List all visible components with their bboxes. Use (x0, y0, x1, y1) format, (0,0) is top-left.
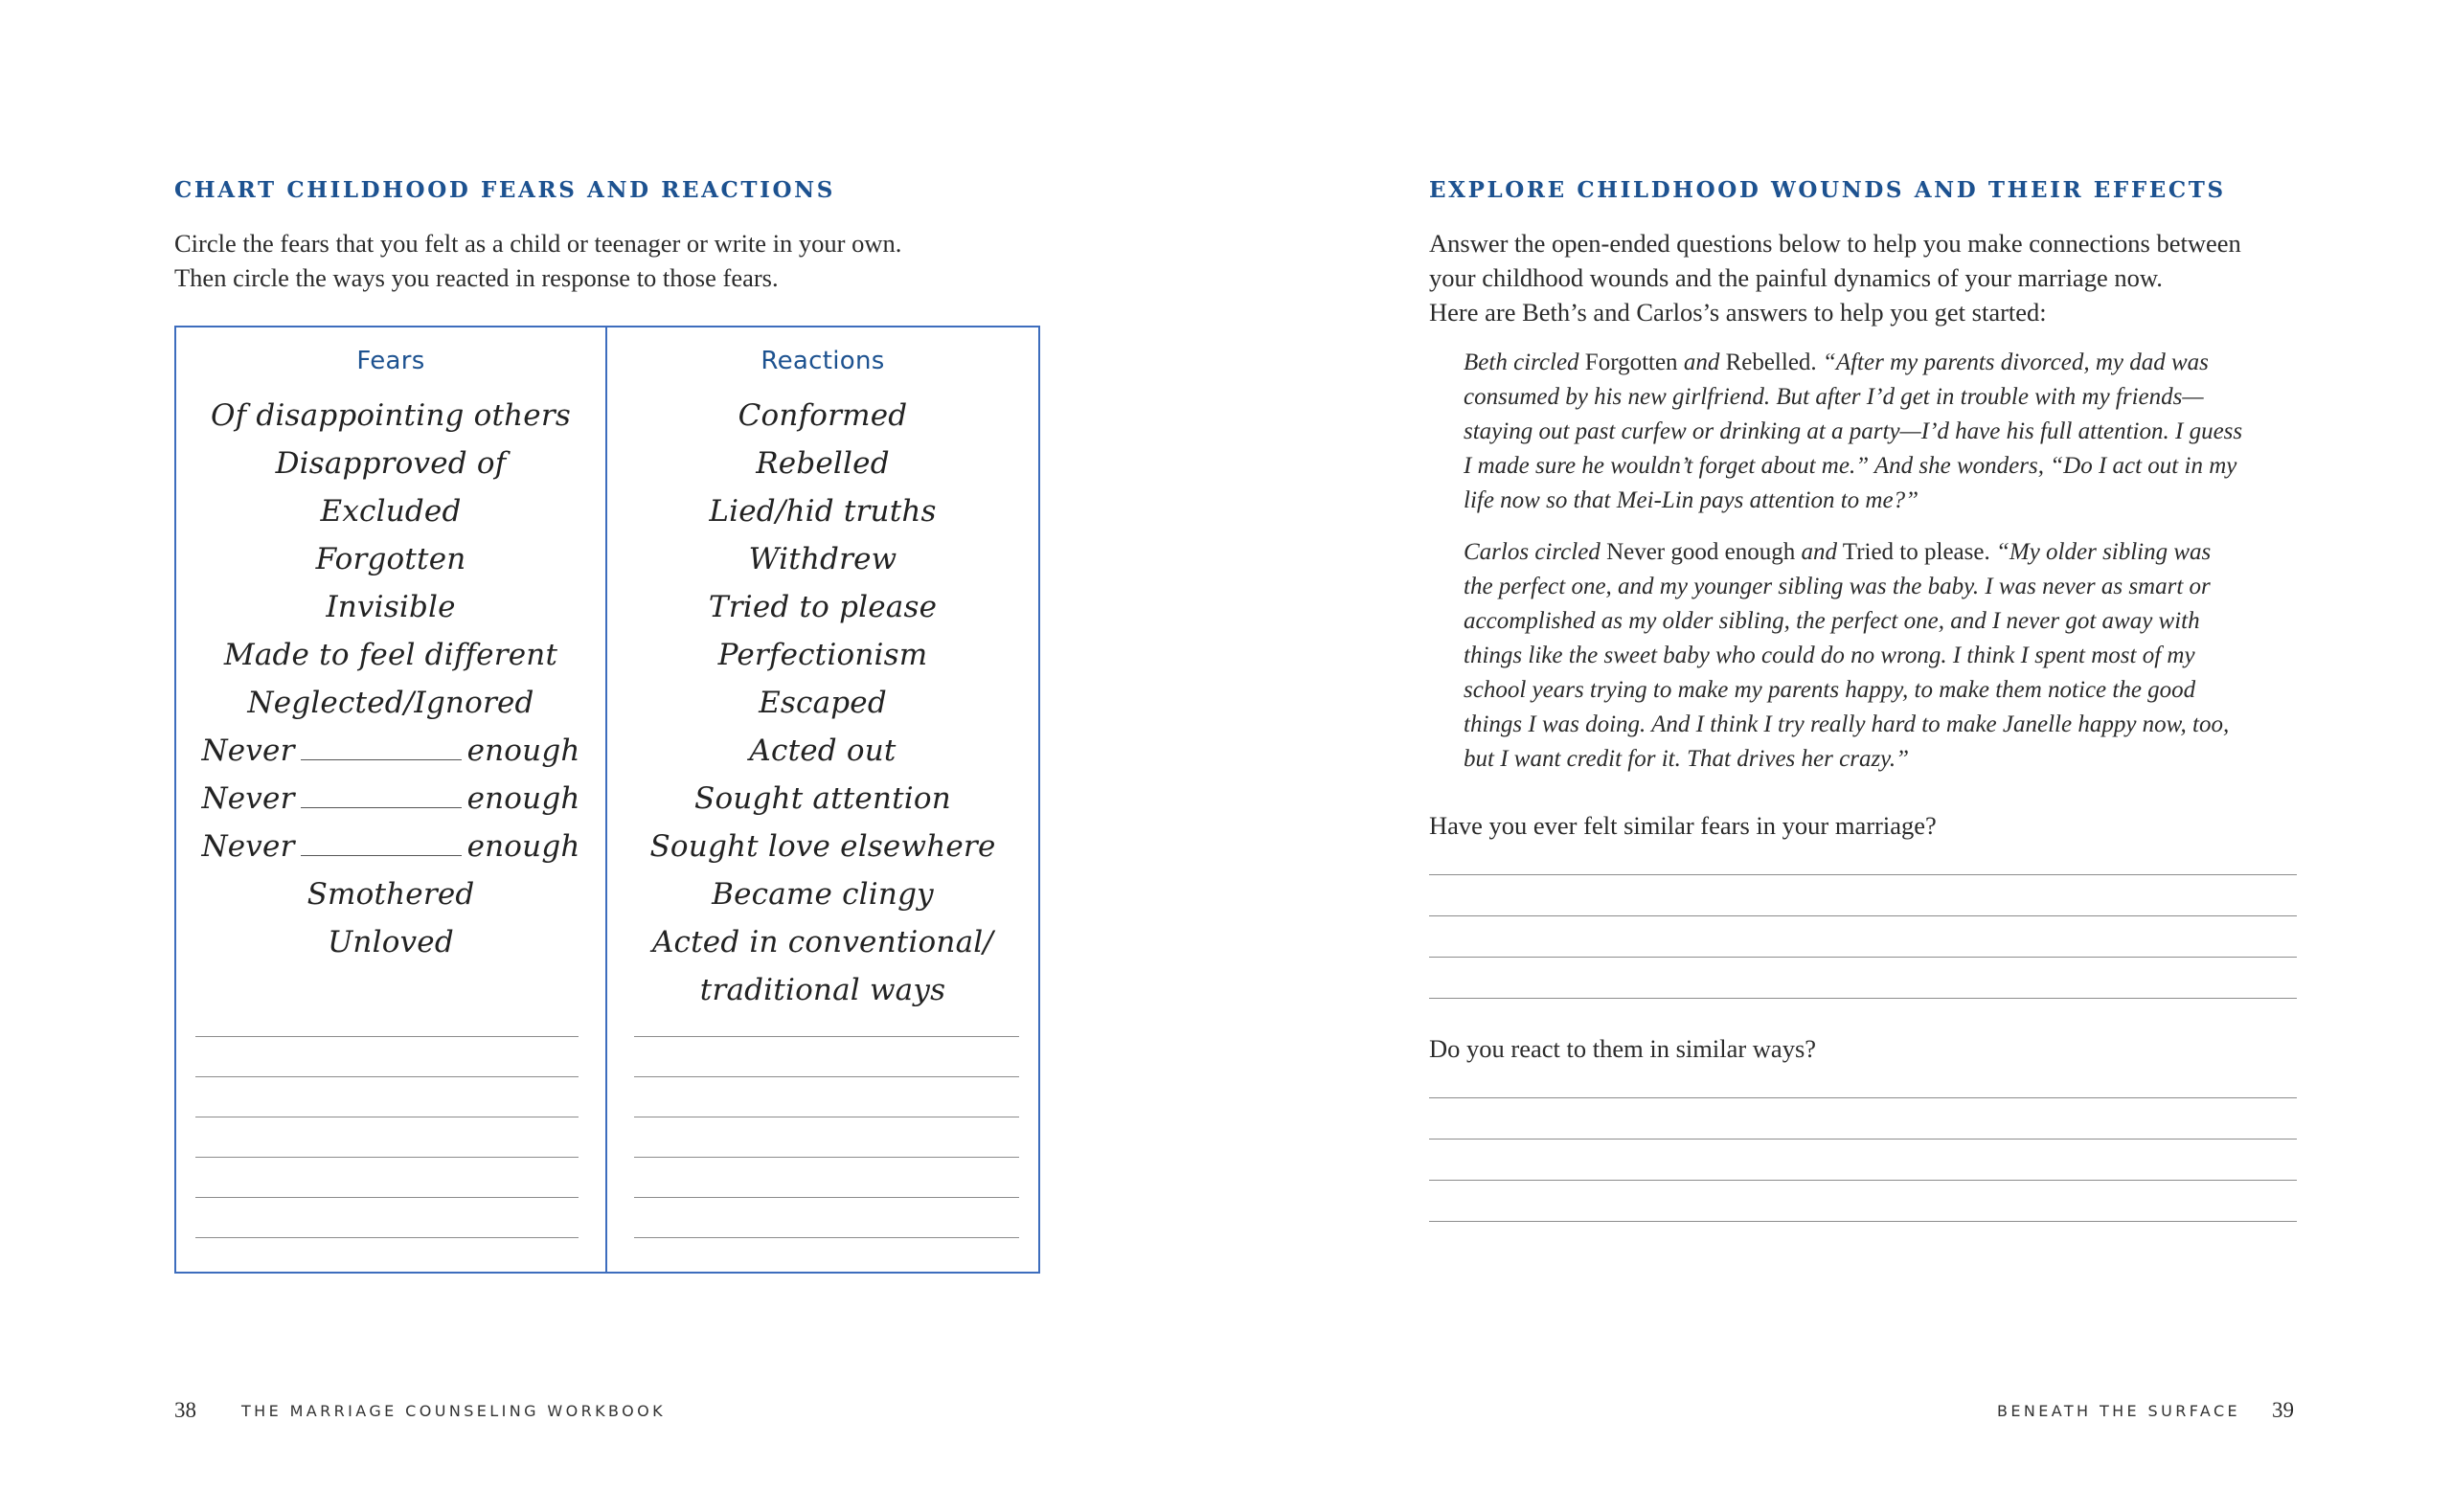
answer-line[interactable] (1429, 957, 2297, 998)
fears-column (176, 327, 607, 1272)
reaction-item[interactable]: Rebelled (756, 446, 890, 481)
carlos-line (1464, 535, 2306, 570)
fill-in-blank[interactable] (301, 826, 462, 856)
fear-item[interactable]: Invisible (326, 590, 456, 624)
never-word: Never (201, 733, 295, 768)
question-similar-reactions: Do you react to them in similar ways? (1429, 1034, 1817, 1063)
fear-never-enough-item[interactable] (176, 727, 605, 775)
fears-write-in-lines (195, 1036, 579, 1238)
fear-item[interactable]: Excluded (320, 494, 462, 529)
fears-header: Fears (356, 347, 425, 375)
reaction-item[interactable]: Acted out (749, 733, 897, 768)
fear-item[interactable]: Smothered (306, 877, 475, 912)
write-in-line[interactable] (195, 1197, 579, 1237)
carlos-line: but I want credit for it. That drives her crazy.” (1464, 746, 1910, 772)
fear-item[interactable]: Made to feel different (223, 638, 558, 672)
write-in-line[interactable] (634, 1237, 1019, 1238)
write-in-line[interactable] (195, 1117, 579, 1157)
fear-never-enough-item[interactable] (176, 775, 605, 823)
reaction-item[interactable]: Tried to please (708, 590, 938, 624)
fear-item[interactable]: Disapproved of (275, 446, 507, 481)
carlos-line: school years trying to make my parents happy, to make them notice the good (1464, 677, 2196, 703)
write-in-line[interactable] (195, 1036, 579, 1076)
intro-line: your childhood wounds and the painful dynamics of your marriage now. (1429, 263, 2163, 292)
carlos-fear: Never good enough (1606, 539, 1796, 565)
reaction-item[interactable]: Perfectionism (717, 638, 928, 672)
write-in-line[interactable] (195, 1157, 579, 1197)
reactions-column (607, 327, 1038, 1272)
reaction-item[interactable]: Became clingy (712, 877, 934, 912)
fill-in-blank[interactable] (301, 779, 462, 808)
carlos-example (1464, 535, 2306, 777)
fear-item[interactable]: Forgotten (315, 542, 466, 576)
fear-item[interactable]: Unloved (328, 925, 454, 959)
reactions-list (607, 392, 1038, 1014)
beth-name: Beth circled (1464, 350, 1579, 375)
answer-line[interactable] (1429, 1097, 2297, 1139)
reaction-item[interactable]: Acted in conventional/ (651, 925, 994, 959)
beth-reaction: Rebelled. (1725, 350, 1817, 375)
answer-line[interactable] (1429, 998, 2297, 999)
intro-line: Then circle the ways you reacted in response to those fears. (174, 263, 779, 292)
beth-line: staying out past curfew or drinking at a party—I’d have his full attention. I guess (1464, 418, 2243, 444)
never-word: Never (201, 781, 295, 816)
beth-line: I made sure he wouldn’t forget about me.” And she wonders, “Do I act out in my (1464, 453, 2237, 479)
answer-lines-2 (1429, 1097, 2297, 1222)
reaction-item[interactable]: Withdrew (748, 542, 897, 576)
answer-line[interactable] (1429, 874, 2297, 915)
carlos-line: things I was doing. And I think I try really hard to make Janelle happy now, too, (1464, 711, 2230, 737)
write-in-line[interactable] (634, 1157, 1019, 1197)
beth-example (1464, 346, 2306, 518)
reactions-header: Reactions (761, 347, 885, 375)
write-in-line[interactable] (195, 1076, 579, 1117)
beth-line: life now so that Mei-Lin pays attention to me?” (1464, 487, 1918, 513)
fear-never-enough-item[interactable] (176, 823, 605, 870)
beth-quote-start: “After my parents divorced, my dad was (1822, 350, 2209, 375)
carlos-line: accomplished as my older sibling, the perfect one, and I never got away with (1464, 608, 2200, 634)
reaction-item[interactable]: Escaped (759, 686, 887, 720)
fear-item[interactable]: Of disappointing others (211, 398, 571, 433)
beth-fear: Forgotten (1584, 350, 1678, 375)
reaction-item[interactable]: Sought love elsewhere (649, 829, 996, 864)
fears-reactions-chart (174, 326, 1040, 1274)
enough-word: enough (466, 781, 580, 816)
answer-line[interactable] (1429, 915, 2297, 957)
enough-word: enough (466, 733, 580, 768)
write-in-line[interactable] (634, 1197, 1019, 1237)
answer-lines-1 (1429, 874, 2297, 999)
right-intro (1429, 226, 2241, 329)
intro-line: Here are Beth’s and Carlos’s answers to help you get started: (1429, 298, 2047, 327)
answer-line[interactable] (1429, 1139, 2297, 1180)
question-similar-fears: Have you ever felt similar fears in your marriage? (1429, 811, 1937, 840)
right-running-title: BENEATH THE SURFACE (1997, 1402, 2241, 1420)
never-word: Never (201, 829, 295, 864)
write-in-line[interactable] (634, 1076, 1019, 1117)
left-running-title: THE MARRIAGE COUNSELING WORKBOOK (241, 1402, 666, 1420)
enough-word: enough (466, 829, 580, 864)
reaction-item[interactable]: Conformed (738, 398, 908, 433)
carlos-line: things like the sweet baby who could do no wrong. I think I spent most of my (1464, 643, 2195, 668)
beth-line (1464, 346, 2306, 380)
carlos-reaction: Tried to please. (1842, 539, 1990, 565)
beth-and: and (1683, 350, 1720, 375)
write-in-line[interactable] (634, 1036, 1019, 1076)
reaction-item[interactable]: Sought attention (694, 781, 951, 816)
beth-line: consumed by his new girlfriend. But after I’d get in trouble with my friends— (1464, 384, 2204, 410)
carlos-name: Carlos circled (1464, 539, 1601, 565)
right-heading: EXPLORE CHILDHOOD WOUNDS AND THEIR EFFECTS (1429, 177, 2226, 203)
reactions-write-in-lines (634, 1036, 1019, 1238)
right-page-number: 39 (2272, 1398, 2294, 1422)
left-heading: CHART CHILDHOOD FEARS AND REACTIONS (174, 177, 835, 203)
reaction-item[interactable]: traditional ways (699, 973, 946, 1007)
carlos-quote-start: “My older sibling was (1995, 539, 2212, 565)
answer-line[interactable] (1429, 1221, 2297, 1222)
answer-line[interactable] (1429, 1180, 2297, 1221)
write-in-line[interactable] (195, 1237, 579, 1238)
reaction-item[interactable]: Lied/hid truths (709, 494, 937, 529)
carlos-line: the perfect one, and my younger sibling was the baby. I was never as smart or (1464, 574, 2211, 599)
carlos-and: and (1801, 539, 1837, 565)
fears-list (176, 392, 605, 966)
left-page-number: 38 (174, 1398, 196, 1422)
intro-line: Answer the open-ended questions below to help you make connections between (1429, 229, 2241, 258)
intro-line: Circle the fears that you felt as a child or teenager or write in your own. (174, 229, 902, 258)
fill-in-blank[interactable] (301, 731, 462, 760)
fear-item[interactable]: Neglected/Ignored (247, 686, 534, 720)
write-in-line[interactable] (634, 1117, 1019, 1157)
left-intro (174, 226, 901, 295)
